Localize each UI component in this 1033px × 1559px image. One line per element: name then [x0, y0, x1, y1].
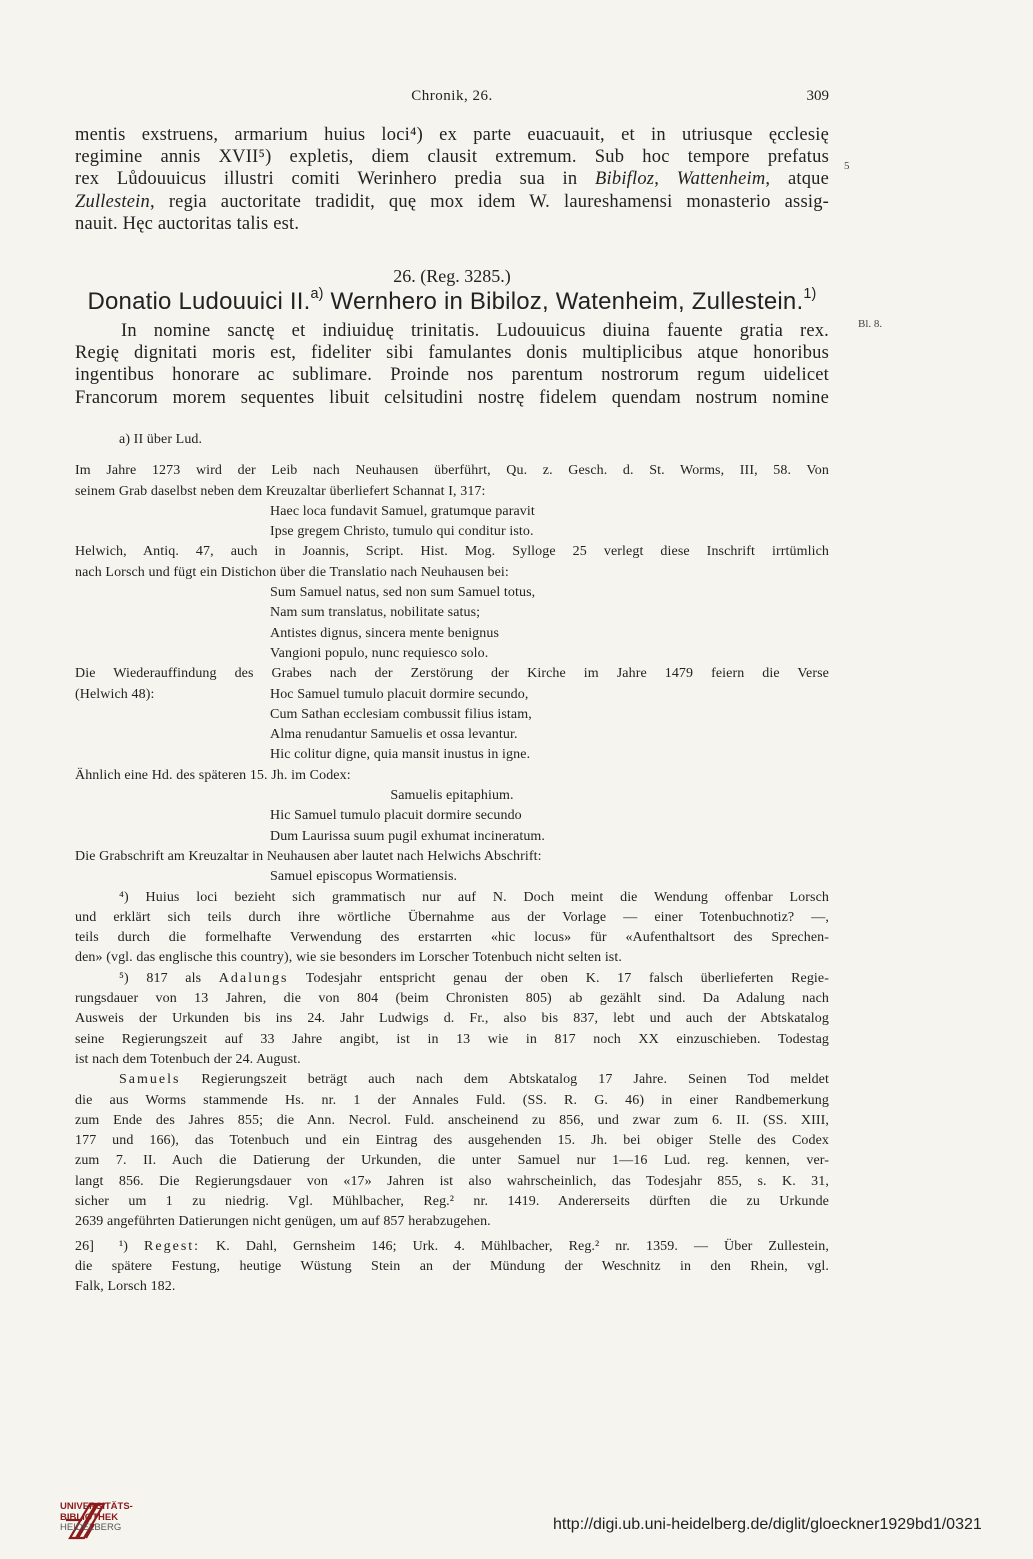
- note-26-line: [75, 1237, 829, 1257]
- verse-line: Samuel episcopus Wormatiensis.: [270, 869, 458, 885]
- verse-line: Hic colitur digne, quia mansit inustus in igne.: [270, 747, 531, 763]
- note-26-line: die spätere Festung, heutige Wüstung Stein an der Mündung der Weschnitz in den Rhein, vgl.: [75, 1258, 829, 1274]
- verse-title: Samuelis epitaphium.: [390, 788, 514, 804]
- footnote-ref-a: a): [310, 286, 324, 302]
- samuel-note-line: 2639 angeführten Datierungen nicht genügen, um auf 857 herabzugehen.: [75, 1214, 491, 1230]
- note-line: Im Jahre 1273 wird der Leib nach Neuhausen überführt, Qu. z. Gesch. d. St. Worms, III, 58. Von: [75, 463, 829, 479]
- verse-line: Ipse gregem Christo, tumulo qui conditur isto.: [270, 524, 534, 540]
- verse-line: Sum Samuel natus, sed non sum Samuel totus,: [270, 585, 536, 601]
- verse-line: Hic Samuel tumulo placuit dormire secundo: [270, 808, 522, 824]
- text-line-italic-places: rex Lůdouuicus illustri comiti Werinhero predia sua in Bibifloz, Wattenheim, atque: [75, 169, 830, 190]
- library-logo-text: [60, 1502, 133, 1534]
- footnote-4-line: und erklärt sich teils durch ihre wörtliche Übernahme aus der Vorlage — einer Totenbuchnotiz? —,: [75, 909, 829, 925]
- note-26-number: 26]: [75, 1238, 94, 1254]
- note-line: Die Grabschrift am Kreuzaltar in Neuhausen aber lautet nach Helwichs Abschrift:: [75, 848, 542, 864]
- verse-line: Alma renudantur Samuelis et ossa levantur.: [270, 727, 518, 743]
- spacer: [75, 450, 829, 461]
- note-26-text: K. Dahl, Gernsheim 146; Urk. 4. Mühlbacher, Reg.² nr. 1359. — Über Zullestein,: [200, 1238, 829, 1254]
- main-paragraph-1: [75, 124, 829, 235]
- samuel-note-text: Regierungszeit beträgt auch nach dem Abtskatalog 17 Jahre. Seinen Tod meldet: [180, 1072, 829, 1088]
- person-name: Samuels: [119, 1072, 181, 1088]
- footnote-5-line: seine Regierungszeit auf 33 Jahre angibt, ist in 13 wie in 817 noch XX einzuschieben. Todestag: [75, 1031, 829, 1047]
- margin-line-number: 5: [844, 160, 850, 172]
- samuel-note-line: zum Ende des Jahres 855; die Ann. Necrol. Fuld. anscheinend zu 856, und zwar zum 6. II. (SS. XIII,: [75, 1112, 829, 1128]
- footnote-5-text: Todesjahr entspricht genau der oben K. 17 falsch überlieferten Regie-: [288, 970, 829, 986]
- note-line-with-verse: [75, 685, 829, 705]
- verse-source-label: (Helwich 48):: [75, 686, 155, 702]
- note-line: Helwich, Antiq. 47, auch in Joannis, Script. Hist. Mog. Sylloge 25 verlegt diese Inschrift irrtümlich: [75, 544, 829, 560]
- logo-line: BIBLIOTHEK: [60, 1511, 119, 1523]
- footnote-4-line: teils durch die formelhafte Verwendung des erstarrten «hic locus» für «Aufenthaltsort des Sprechen-: [75, 930, 829, 946]
- note-26-mark: ¹): [119, 1238, 145, 1254]
- verse-line: Dum Laurissa suum pugil exhumat incineratum.: [270, 828, 546, 844]
- page-header: [75, 88, 829, 110]
- footnote-ref-1: 1): [803, 286, 817, 302]
- samuel-note-line: langt 856. Die Regierungsdauer von «17» Jahren ist also wahrscheinlich, das Todesjahr 855, s. K. 31,: [75, 1173, 829, 1189]
- footnote-5-line: [75, 969, 829, 989]
- running-title: Chronik, 26.: [411, 88, 493, 104]
- logo-line: UNIVERSITÄTS-: [60, 1501, 133, 1512]
- note-line: seinem Grab daselbst neben dem Kreuzaltar überliefert Schannat I, 317:: [75, 483, 486, 499]
- verse-line: Haec loca fundavit Samuel, gratumque paravit: [270, 503, 535, 519]
- note-line: nach Lorsch und fügt ein Distichon über die Translatio nach Neuhausen bei:: [75, 564, 509, 580]
- text-line: nauit. Hęc auctoritas talis est.: [75, 213, 300, 234]
- samuel-note-line: die aus Worms stammende Hs. nr. 1 der Annales Fuld. (SS. R. G. 46) in einer Randbemerkung: [75, 1092, 829, 1108]
- charter-title: [75, 288, 829, 316]
- note-line: Die Wiederauffindung des Grabes nach der Zerstörung der Kirche im Jahre 1479 feiern die Verse: [75, 666, 829, 682]
- main-paragraph-2: [75, 320, 829, 409]
- note-26-line: Falk, Lorsch 182.: [75, 1279, 176, 1295]
- footnotes: [75, 430, 829, 1297]
- title-part-b: Wernhero in Bibiloz, Watenheim, Zullestein.: [323, 288, 804, 315]
- footnote-4-line: den» (vgl. das englische this country), wie sie besonders im Lorscher Totenbuch nicht selten ist.: [75, 950, 622, 966]
- logo-line: HEIDELBERG: [60, 1522, 122, 1533]
- margin-folio-note: Bl. 8.: [858, 318, 883, 330]
- verse-line: Hoc Samuel tumulo placuit dormire secundo,: [270, 686, 529, 702]
- note-line: Ähnlich eine Hd. des späteren 15. Jh. im Codex:: [75, 767, 351, 783]
- text-line: regimine annis XVII⁵) expletis, diem clausit extremum. Sub hoc tempore prefatus: [75, 147, 829, 168]
- text-line: Francorum morem sequentes libuit celsitudini nostrę fidelem quendam nostrum nomine: [75, 387, 829, 408]
- title-part-a: Donatio Ludouuici II.: [87, 288, 311, 315]
- samuel-note-line: [75, 1070, 829, 1090]
- text-line: Regię dignitati moris est, fideliter sibi famulantes donis multiplicibus atque honoribus: [75, 343, 829, 364]
- person-name: Adalungs: [218, 970, 289, 986]
- text-line-italic-place: Zullestein, regia auctoritate tradidit, quę mox idem W. laureshamensi monasterio assig-: [75, 191, 829, 212]
- regest-label: Regest:: [144, 1238, 201, 1254]
- verse-line: Vangioni populo, nunc requiesco solo.: [270, 645, 489, 661]
- footnote-4-line: ⁴) Huius loci bezieht sich grammatisch nur auf N. Doch meint die Wendung offenbar Lorsch: [119, 889, 829, 905]
- footnote-5-line: rungsdauer von 13 Jahren, die von 804 (beim Chronisten 805) ab gezählt sind. Da Adalung nach: [75, 991, 829, 1007]
- source-url[interactable]: http://digi.ub.uni-heidelberg.de/diglit/gloeckner1929bd1/0321: [553, 1516, 982, 1533]
- samuel-note-line: 177 und 166), das Totenbuch und ein Eintrag des ausgehenden 15. Jh. bei obiger Stelle des Codex: [75, 1133, 829, 1149]
- verse-line: Cum Sathan ecclesiam combussit filius istam,: [270, 706, 532, 722]
- text-line: ingentibus honorare ac sublimare. Proinde nos parentum nostrorum regum uidelicet: [75, 365, 829, 386]
- footnote-5-line: ist nach dem Totenbuch der 24. August.: [75, 1051, 301, 1067]
- page-number: 309: [806, 88, 829, 104]
- text-line: In nomine sanctę et indiuiduę trinitatis. Ludouuicus diuina fauente gratia rex.: [121, 321, 829, 341]
- text-line: mentis exstruens, armarium huius loci⁴) ex parte euacuauit, et in utriusque ęcclesię: [75, 125, 829, 145]
- footnote-5-line: Ausweis der Urkunden bis ins 24. Jahr Ludwigs d. Fr., also bis 837, lebt und auch der Abtskatalog: [75, 1011, 829, 1027]
- samuel-note-line: zum 7. II. Auch die Datierung der Urkunden, die unter Samuel nur 1—16 Lud. reg. kennen, ver-: [75, 1153, 829, 1169]
- footnote-5-prefix: ⁵) 817 als: [119, 970, 219, 986]
- verse-line: Antistes dignus, sincera mente benignus: [270, 625, 500, 641]
- section-heading: 26. (Reg. 3285.): [393, 266, 511, 286]
- samuel-note-line: sicher um 1 zu niedrig. Vgl. Mühlbacher, Reg.² nr. 1419. Andererseits dürften die zu Urkunde: [75, 1193, 829, 1209]
- note-a: a) II über Lud.: [119, 432, 203, 447]
- verse-line: Nam sum translatus, nobilitate satus;: [270, 605, 481, 621]
